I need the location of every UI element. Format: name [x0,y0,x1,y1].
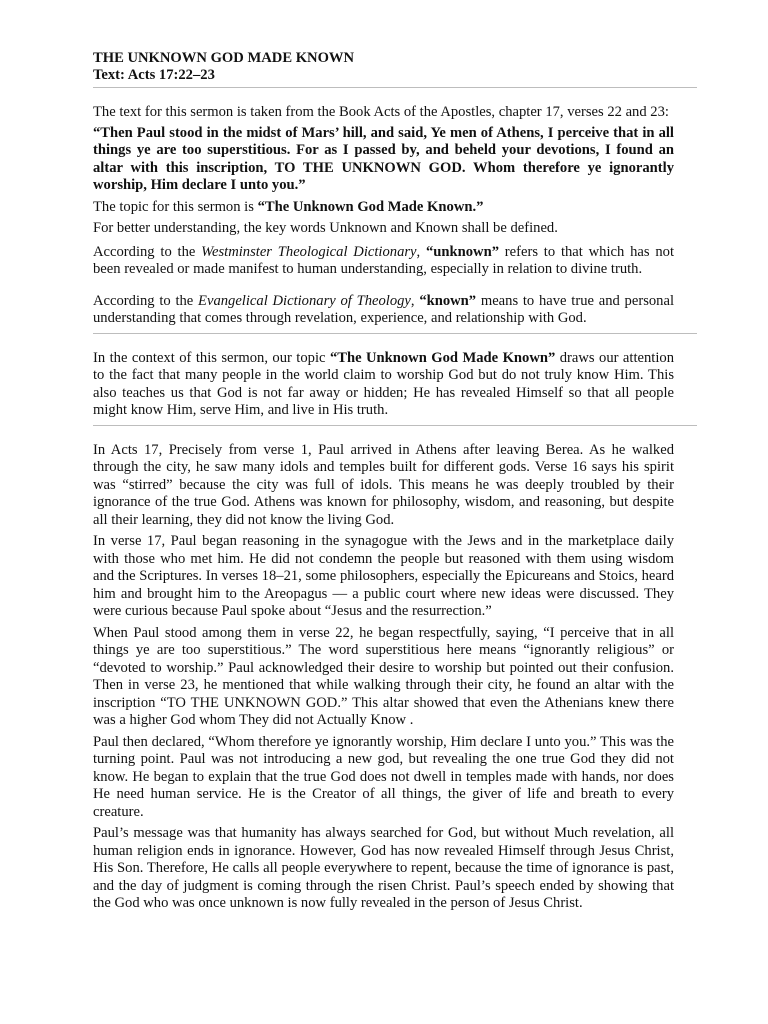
definitions-intro: For better understanding, the key words Unknown and Known shall be defined. [93,220,558,236]
definition-unknown [93,244,674,279]
header-divider [93,87,697,88]
exposition-section [93,442,674,913]
scripture-reference: Text: Acts 17:22–23 [93,67,215,83]
definition-known-text: means to have true and personal understanding that comes through revelation, experience, and relationship with God. [93,292,674,326]
context-text: draws our attention to the fact that many people in the world claim to worship God but do not truly know Him. This also teaches us that God is not far away or hidden; He has revealed Himself so that all people might know Him, serve Him, and live in His truth. [93,349,674,418]
context-paragraph [93,350,674,420]
scripture-quote: “Then Paul stood in the midst of Mars’ hill, and said, Ye men of Athens, I perceive that in all things ye are too superstitious. For as I passed by, and beheld your devotions, I found an altar with this inscription, TO THE UNKNOWN GOD. Whom therefore ye ignorantly worship, Him declare I unto you.” [93,124,674,193]
document-header [93,50,674,84]
section-divider-1 [93,333,697,334]
exposition-paragraph: In Acts 17, Precisely from verse 1, Paul arrived in Athens after leaving Berea. As he walked through the city, he saw many idols and temples built for different gods. Verse 16 says his spirit was “stirred” because the city was full of idols. This means he was deeply troubled by their ignorance of the true God. Athens was known for philosophy, wisdom, and reasoning, but despite all their learning, they did not know the living God. [93,441,674,528]
definitions-section [93,244,674,328]
topic-title: “The Unknown God Made Known.” [257,198,484,215]
definition-unknown-comma: , [416,243,426,260]
section-divider-2 [93,425,697,426]
document-title: THE UNKNOWN GOD MADE KNOWN [93,50,355,66]
context-topic: “The Unknown God Made Known” [329,349,556,366]
exposition-paragraph: Paul then declared, “Whom therefore ye ignorantly worship, Him declare I unto you.” This was the turning point. Paul was not introducing a new god, but revealing the one true God they did not know. He began to explain that the true God does not dwell in temples made with hands, nor does He need human service. He is the Creator of all things, the giver of life and breath to every creature. [93,733,674,820]
exposition-paragraph: Paul’s message was that humanity has always searched for God, but without Much revelation, all human religion ends in ignorance. However, God has now revealed Himself through Jesus Christ, His Son. Therefore, He calls all people everywhere to repent, because the time of ignorance is past, and the day of judgment is coming through the risen Christ. Paul’s speech ended by showing that the God who was once unknown is now fully revealed in the person of Jesus Christ. [93,825,674,911]
definition-known [93,293,674,328]
topic-statement [93,199,674,217]
definition-known-prefix: According to the [93,292,199,309]
context-prefix: In the context of this sermon, our topic [93,349,330,366]
topic-prefix: The topic for this sermon is [93,198,258,215]
document-page [93,50,674,913]
definition-unknown-word: “unknown” [425,243,499,260]
exposition-paragraph: When Paul stood among them in verse 22, he began respectfully, saying, “I perceive that in all things ye are too superstitious.” The word superstitious here means “ignorantly religious” or “devoted to worship.” Paul acknowledged their desire to worship but pointed out their confusion. Then in verse 23, he mentioned that while walking through their city, he found an altar with the inscription “TO THE UNKNOWN GOD.” This altar showed that even the Athenians knew there was a higher God whom They did not Actually Know . [93,624,674,728]
introduction-section [93,104,674,238]
definition-unknown-source: Westminster Theological Dictionary [201,243,417,260]
definition-known-word: “known” [419,292,477,309]
definition-known-source: Evangelical Dictionary of Theology [198,292,411,309]
exposition-paragraph: In verse 17, Paul began reasoning in the synagogue with the Jews and in the marketplace daily with those who met him. He did not condemn the people but reasoned with them using wisdom and the Scriptures. In verses 18–21, some philosophers, especially the Epicureans and Stoics, heard him and brought him to the Areopagus — a public court where new ideas were discussed. They were curious because Paul spoke about “Jesus and the resurrection.” [93,533,674,619]
context-section [93,350,674,420]
definition-known-comma: , [410,292,420,309]
intro-paragraph: The text for this sermon is taken from the Book Acts of the Apostles, chapter 17, verses 22 and 23: [93,104,669,120]
definition-unknown-prefix: According to the [93,243,202,260]
definition-unknown-text: refers to that which has not been revealed or made manifest to human understanding, especially in relation to divine truth. [93,243,674,277]
